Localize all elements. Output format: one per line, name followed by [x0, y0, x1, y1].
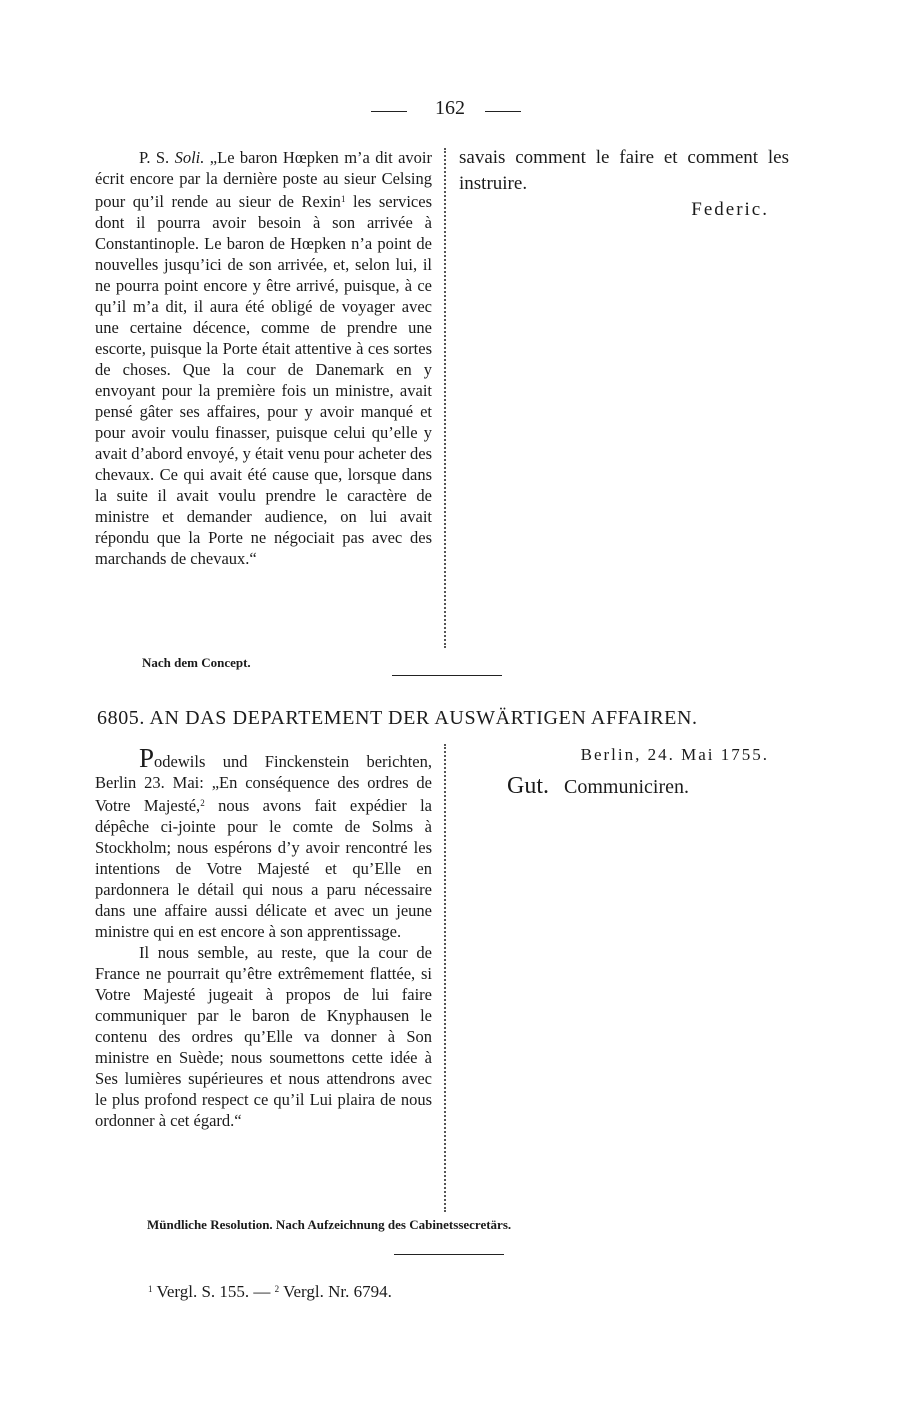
source-note-1: Nach dem Concept.: [142, 655, 251, 670]
postscript-text-part2: les services dont il pourra avoir besoin à son arrivée à Constantinople. Le baron de Hœpken n’a point de nouvelles jusqu’ici de son arrivée, et, selon lui, il ne pourra point encore y être arrivé, puisque, à ce qu’il m’a dit, il aura été obligé de voyager avec une certaine décence, comme de prendre une escorte, puisque la Porte était attentive à ces sortes de choses. Que la cour de Danemark en y envoyant pour la première fois un ministre, avait pensé gâter ses affaires, pour y avoir manqué et pour avoir voulu finasser, puisque celui qu’elle y avait d’abord envoyé, y était venu pour acheter des chevaux. Ce qui avait été cause que, lorsque dans la suite il avait voulu prendre le caractère de ministre et demander audience, on lui avait répondu que la Porte ne négociait pas avec des marchands de chevaux.“: [95, 192, 432, 568]
postscript-paragraph: [95, 147, 432, 569]
footnote-separator: [394, 1254, 504, 1255]
resolution-column: [459, 745, 789, 800]
footnote-mark-2: 2: [274, 1284, 280, 1294]
report-paragraph-1-end: nous avons fait expédier la dépêche ci-jointe pour le comte de Solms à Stockholm; nous espérons d’y avoir rencontré les intentions de Votre Majesté et qu’Elle en pardonnera le détail qui nous a paru nécessaire dans une affaire aussi délicate et avec un jeune ministre qui en est encore à son apprentissage.: [95, 796, 432, 941]
resolution: [459, 773, 789, 800]
footnote-mark-1: 1: [148, 1284, 153, 1294]
report-paragraph-2: Il nous semble, au reste, que la cour de France ne pourrait qu’être extrêmement flattée, si Votre Majesté jugeait à propos de lui faire communiquer par le baron de Knyphausen le contenu des ordres qu’Elle va donner à Son ministre en Suède; nous soumettons cette idée à Ses lumières supérieures et nous attendrons avec le plus profond respect ce qu’il Lui plaira de nous ordonner à cet égard.“: [95, 943, 432, 1130]
column-divider-2: [444, 744, 446, 1212]
king-reply-text: savais comment le faire et comment les instruire.: [459, 147, 789, 194]
drop-cap: P: [139, 743, 155, 773]
page-number-dash-right: [485, 111, 521, 112]
source-note-2: Mündliche Resolution. Nach Aufzeichnung des Cabinetssecretärs.: [147, 1217, 512, 1232]
postscript-column: [95, 147, 432, 569]
footnotes: [148, 1282, 392, 1302]
postscript-text-part1: „Le baron Hœpken m’a dit avoir écrit encore par la dernière poste au sieur Celsing pour qu’il rende au sieur de Rexin: [95, 148, 432, 211]
postscript-name: Soli.: [174, 148, 205, 167]
page-header: [0, 97, 900, 127]
section-separator: [392, 675, 502, 676]
report-paragraph-1: [95, 745, 432, 942]
footnote-ref-2: 2: [200, 798, 205, 808]
postscript-label: P. S.: [139, 148, 170, 167]
column-divider-1: [444, 148, 446, 648]
footnote-ref-1: 1: [340, 194, 346, 204]
footnote-text-1: Vergl. S. 155. —: [152, 1282, 275, 1301]
king-reply-column: [459, 145, 789, 221]
dateline: Berlin, 24. Mai 1755.: [580, 745, 769, 764]
page-number: 162: [435, 97, 465, 119]
resolution-text: Communiciren.: [564, 776, 689, 798]
report-column: [95, 745, 432, 1131]
footnote-text-2: Vergl. Nr. 6794.: [279, 1282, 392, 1301]
page-number-dash-left: [371, 111, 407, 112]
signature: Federic.: [691, 199, 769, 220]
document-heading: 6805. AN DAS DEPARTEMENT DER AUSWÄRTIGEN AFFAIREN.: [97, 707, 698, 729]
resolution-gut: Gut.: [507, 773, 549, 799]
report-paragraph-1-text: odewils und Finckenstein berichten, Berlin 23. Mai: „En conséquence des ordres de Votre Majesté,: [95, 752, 432, 815]
